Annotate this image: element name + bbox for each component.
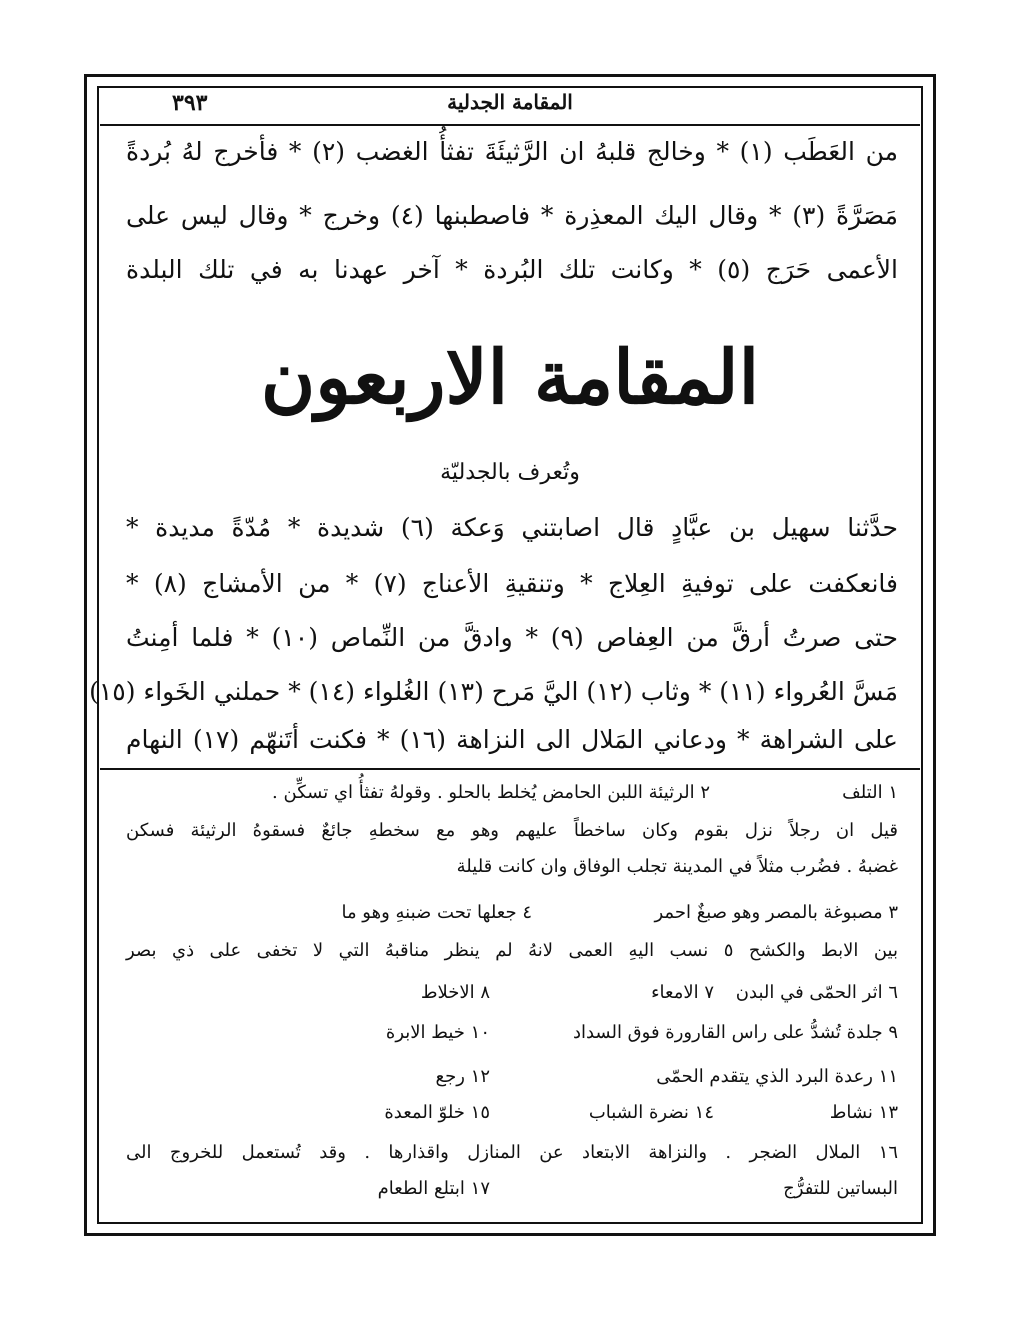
page-number: ٣٩٣ [172, 90, 208, 116]
running-title: المقامة الجدلية [447, 90, 573, 114]
footnote-line: غضبهُ . فضُرب مثلاً في المدينة تجلب الوفاق وان كانت قليلة [456, 856, 898, 877]
footnote-12: ١٢ رجع [435, 1066, 490, 1087]
text-line: على الشراهة * ودعاني المَلال الى النزاهة (١٦) * فكنت أتَنهّم (١٧) النهام [126, 725, 898, 754]
footnote-17: ١٧ ابتلع الطعام [377, 1178, 490, 1199]
header-rule [100, 124, 920, 126]
footnote-3: ٣ مصبوغة بالمصر وهو صبغٌ احمر [654, 902, 898, 923]
footnote-line: قيل ان رجلاً نزل بقوم وكان ساخطاً عليهم وهو مع سخطهِ جائعٌ فسقوهُ الرثيئة فسكن [126, 820, 898, 841]
footnote-11: ١١ رعدة البرد الذي يتقدم الحمّى [656, 1066, 898, 1087]
chapter-title: المقامة الاربعون [260, 335, 760, 421]
footnote-9: ٩ جلدة تُشدُّ على راس القارورة فوق السداد [572, 1022, 898, 1043]
footnote-rule [100, 768, 920, 770]
footnote-16: ١٦ الملال الضجر . والنزاهة الابتعاد عن المنازل واقذارها . وقد تُستعمل للخروج الى [126, 1142, 898, 1163]
page-header [100, 88, 920, 122]
footnote-15: ١٥ خلوّ المعدة [384, 1102, 490, 1123]
text-line: حتى صرتُ أرقَّ من العِفاص (٩) * وادقَّ من النِّماص (١٠) * فلما أمِنتُ [126, 623, 898, 652]
book-page [89, 88, 920, 1222]
text-line: مَصَرَّةً (٣) * وقال اليك المعذِرة * فاصطبنها (٤) وخرج * وقال ليس على [126, 201, 898, 230]
text-line: مَسَّ العُرواء (١١) * وثاب (١٢) اليَّ مَرح (١٣) الغُلواء (١٤) * حملني الخَواء (١٥) [89, 677, 898, 706]
footnote-8: ٨ الاخلاط [420, 982, 490, 1003]
text-line: من العَطَب (١) * وخالج قلبهُ ان الرَّثيئَةَ تفثأُ الغضب (٢) * فأخرج لهُ بُردةً [126, 137, 899, 166]
footnote-line: البساتين للتفرُّج [783, 1178, 898, 1199]
footnote-14: ١٤ نضرة الشباب [588, 1102, 714, 1123]
footnote-1: ١ التلف [842, 782, 898, 803]
text-line: الأعمى حَرَج (٥) * وكانت تلك البُردة * آخر عهدنا به في تلك البلدة [126, 255, 898, 284]
footnote-line: بين الابط والكشح ٥ نسب اليهِ العمى لانهُ لم ينظر مناقبهُ التي لا تخفى على ذي بصر [126, 940, 899, 961]
footnote-10: ١٠ خيط الابرة [385, 1022, 490, 1043]
chapter-subtitle: وتُعرف بالجدليّة [440, 460, 580, 485]
text-line: فانعكفت على توفيةِ العِلاج * وتنقيةِ الأعناج (٧) * من الأمشاج (٨) * [126, 569, 898, 598]
text-line: حدَّثنا سهيل بن عبَّادٍ قال اصابتني وَعكة (٦) شديدة * مُدّةً مديدة * [126, 513, 898, 542]
footnote-2: ٢ الرثيئة اللبن الحامض يُخلط بالحلو . وقولهُ تفثأُ اي تسكِّن . [272, 782, 710, 803]
footnote-4: ٤ جعلها تحت ضبنهِ وهو ما [341, 902, 532, 923]
footnote-13: ١٣ نشاط [829, 1102, 898, 1123]
footnote-7: ٧ الامعاء [651, 982, 714, 1003]
footnote-6: ٦ اثر الحمّى في البدن [735, 982, 898, 1003]
